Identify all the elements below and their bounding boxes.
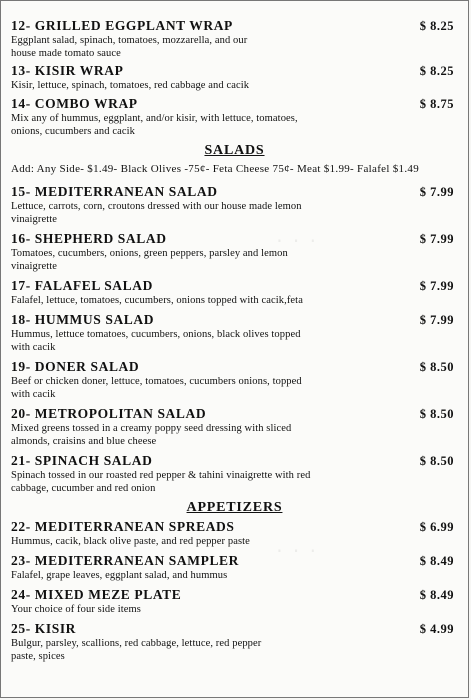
item-description: Hummus, lettuce tomatoes, cucumbers, onions, black olives topped with cacik bbox=[11, 329, 301, 353]
section-title-appetizers: APPETIZERS bbox=[186, 500, 283, 515]
item-name: 21- SPINACH SALAD bbox=[11, 453, 153, 468]
item-price: $ 8.49 bbox=[419, 554, 454, 568]
section-title-salads: SALADS bbox=[204, 143, 265, 158]
menu-item bbox=[11, 621, 458, 663]
item-description: Bulgur, parsley, scallions, red cabbage, lettuce, red pepper paste, spices bbox=[11, 638, 262, 662]
item-price: $ 8.50 bbox=[419, 454, 454, 468]
item-name: 13- KISIR WRAP bbox=[11, 63, 124, 78]
menu-item bbox=[11, 278, 458, 307]
item-name: 18- HUMMUS SALAD bbox=[11, 312, 155, 327]
item-description: Eggplant salad, spinach, tomatoes, mozzarella, and our house made tomato sauce bbox=[11, 35, 248, 59]
item-price: $ 8.50 bbox=[419, 407, 454, 421]
item-price: $ 8.25 bbox=[419, 19, 454, 33]
item-name: 19- DONER SALAD bbox=[11, 359, 140, 374]
menu-item bbox=[11, 453, 458, 495]
menu-item bbox=[11, 18, 458, 60]
menu-item bbox=[11, 519, 458, 548]
item-price: $ 7.99 bbox=[419, 279, 454, 293]
item-price: $ 6.99 bbox=[419, 520, 454, 534]
salads-add-ons-note: Add: Any Side- $1.49- Black Olives -75¢- Feta Cheese 75¢- Meat $1.99- Falafel $1.49 bbox=[11, 163, 419, 175]
item-description: Lettuce, carrots, corn, croutons dressed with our house made lemon vinaigrette bbox=[11, 201, 302, 225]
item-name: 24- MIXED MEZE PLATE bbox=[11, 587, 182, 602]
menu-item bbox=[11, 231, 458, 273]
item-price: $ 7.99 bbox=[419, 232, 454, 246]
item-name: 22- MEDITERRANEAN SPREADS bbox=[11, 519, 235, 534]
item-description: Hummus, cacik, black olive paste, and red pepper paste bbox=[11, 536, 250, 547]
item-description: Mix any of hummus, eggplant, and/or kisir, with lettuce, tomatoes, onions, cucumbers and cacik bbox=[11, 113, 298, 137]
item-price: $ 8.50 bbox=[419, 360, 454, 374]
menu-item bbox=[11, 553, 458, 582]
menu-item bbox=[11, 587, 458, 616]
menu-item bbox=[11, 359, 458, 401]
item-price: $ 7.99 bbox=[419, 313, 454, 327]
item-name: 23- MEDITERRANEAN SAMPLER bbox=[11, 553, 240, 568]
menu-item bbox=[11, 184, 458, 226]
item-description: Spinach tossed in our roasted red pepper & tahini vinaigrette with red cabbage, cucumber and red onion bbox=[11, 470, 311, 494]
item-price: $ 8.25 bbox=[419, 64, 454, 78]
item-description: Your choice of four side items bbox=[11, 604, 141, 615]
item-description: Beef or chicken doner, lettuce, tomatoes, cucumbers onions, topped with cacik bbox=[11, 376, 302, 400]
item-price: $ 4.99 bbox=[419, 622, 454, 636]
item-price: $ 8.49 bbox=[419, 588, 454, 602]
menu-item bbox=[11, 96, 458, 138]
watermark: · · · bbox=[276, 229, 318, 253]
item-description: Mixed greens tossed in a creamy poppy seed dressing with sliced almonds, craisins and blue cheese bbox=[11, 423, 292, 447]
watermark: · · · bbox=[276, 539, 318, 563]
item-description: Falafel, grape leaves, eggplant salad, and hummus bbox=[11, 570, 228, 581]
item-price: $ 7.99 bbox=[419, 185, 454, 199]
menu-item bbox=[11, 63, 458, 92]
item-name: 20- METROPOLITAN SALAD bbox=[11, 406, 207, 421]
item-name: 16- SHEPHERD SALAD bbox=[11, 231, 167, 246]
item-description: Tomatoes, cucumbers, onions, green peppers, parsley and lemon vinaigrette bbox=[11, 248, 288, 272]
item-price: $ 8.75 bbox=[419, 97, 454, 111]
item-name: 17- FALAFEL SALAD bbox=[11, 278, 153, 293]
item-name: 14- COMBO WRAP bbox=[11, 96, 138, 111]
item-name: 25- KISIR bbox=[11, 621, 77, 636]
item-description: Kisir, lettuce, spinach, tomatoes, red cabbage and cacik bbox=[11, 80, 250, 91]
item-name: 15- MEDITERRANEAN SALAD bbox=[11, 184, 218, 199]
menu-item bbox=[11, 312, 458, 354]
item-description: Falafel, lettuce, tomatoes, cucumbers, onions topped with cacik,feta bbox=[11, 295, 303, 306]
item-name: 12- GRILLED EGGPLANT WRAP bbox=[11, 18, 233, 33]
menu-item bbox=[11, 406, 458, 448]
